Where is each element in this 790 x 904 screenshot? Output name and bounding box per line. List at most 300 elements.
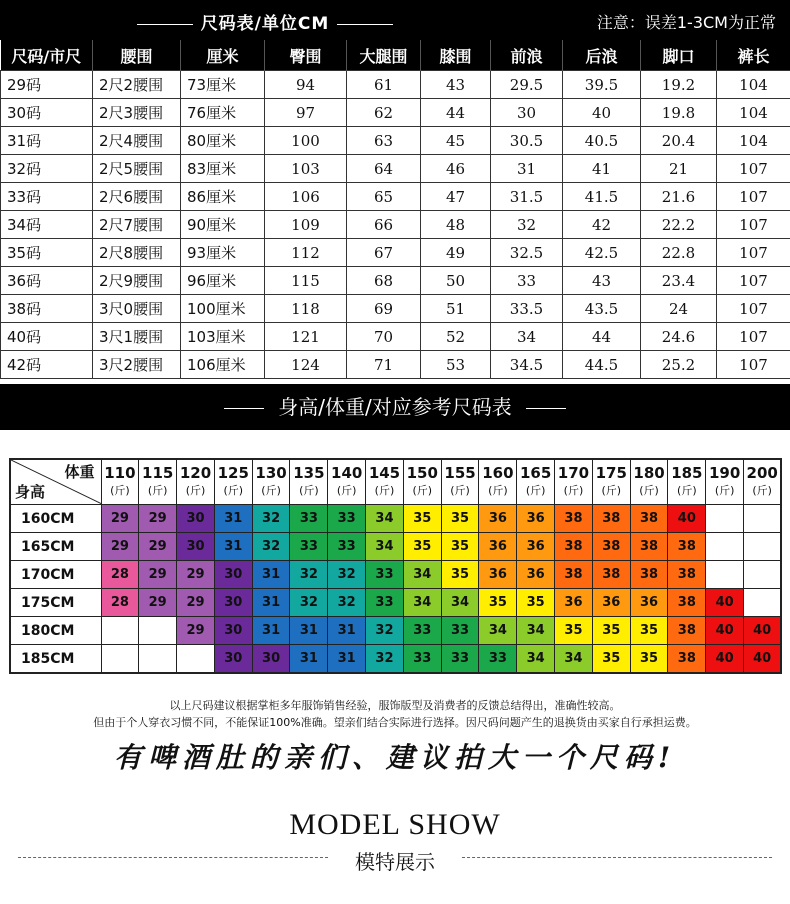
size-cell: 107 <box>717 155 790 183</box>
size-cell: 41.5 <box>563 183 641 211</box>
size-chart-title <box>0 9 530 34</box>
size-cell: 68 <box>347 267 421 295</box>
size-col-header: 后浪 <box>563 40 641 71</box>
weight-value: 185 <box>671 464 703 482</box>
size-cell: 2尺2腰围 <box>93 71 181 99</box>
size-col-header: 脚口 <box>641 40 717 71</box>
weight-unit: (斤) <box>488 484 508 497</box>
size-cell: 33码 <box>1 183 93 211</box>
weight-value: 190 <box>708 464 741 482</box>
size-cell: 53 <box>421 351 491 379</box>
size-row <box>1 71 790 99</box>
size-suggestion-cell: 34 <box>479 617 517 645</box>
size-cell: 47 <box>421 183 491 211</box>
size-cell: 83厘米 <box>181 155 265 183</box>
size-suggestion-cell <box>744 505 782 533</box>
weight-unit: (斤) <box>185 484 206 497</box>
size-col-header: 大腿围 <box>347 40 421 71</box>
weight-header <box>139 459 177 505</box>
weight-value: 155 <box>444 464 476 482</box>
size-table-body <box>1 71 790 379</box>
size-cell: 22.8 <box>641 239 717 267</box>
weight-value: 200 <box>746 464 778 482</box>
weight-value: 130 <box>255 464 287 482</box>
weight-unit: (斤) <box>752 484 772 497</box>
size-cell: 40 <box>563 99 641 127</box>
size-cell: 104 <box>717 71 790 99</box>
size-cell: 34 <box>491 323 563 351</box>
size-cell: 103厘米 <box>181 323 265 351</box>
size-cell: 42 <box>563 211 641 239</box>
size-suggestion-cell: 33 <box>366 561 404 589</box>
reference-table <box>9 458 782 674</box>
size-cell: 31码 <box>1 127 93 155</box>
size-suggestion-cell: 31 <box>214 533 252 561</box>
size-cell: 43 <box>563 267 641 295</box>
size-suggestion-cell: 29 <box>101 505 139 533</box>
weight-header <box>668 459 706 505</box>
size-suggestion-cell: 40 <box>744 617 782 645</box>
size-cell: 45 <box>421 127 491 155</box>
size-suggestion-cell: 38 <box>555 561 593 589</box>
size-cell: 107 <box>717 239 790 267</box>
size-suggestion-cell: 36 <box>479 533 517 561</box>
weight-unit: (斤) <box>525 484 546 497</box>
size-cell: 65 <box>347 183 421 211</box>
size-suggestion-cell: 29 <box>177 589 215 617</box>
size-suggestion-cell: 35 <box>441 533 479 561</box>
size-cell: 106 <box>265 183 347 211</box>
weight-value: 125 <box>217 464 249 482</box>
size-cell: 43.5 <box>563 295 641 323</box>
size-row <box>1 295 790 323</box>
size-row <box>1 155 790 183</box>
height-row <box>10 533 781 561</box>
weight-value: 175 <box>595 464 627 482</box>
size-suggestion-cell: 34 <box>403 589 441 617</box>
height-label: 180CM <box>10 617 101 645</box>
weight-header <box>328 459 366 505</box>
size-suggestion-cell: 31 <box>252 617 290 645</box>
height-row <box>10 589 781 617</box>
size-suggestion-cell: 33 <box>479 645 517 674</box>
weight-unit: (斤) <box>261 484 281 497</box>
note-line-1: 以上尺码建议根据掌柜多年服饰销售经验，服饰版型及消费者的反馈总结得出，准确性较高。 <box>169 699 621 712</box>
size-cell: 107 <box>717 183 790 211</box>
size-cell: 2尺5腰围 <box>93 155 181 183</box>
weight-value: 135 <box>293 464 325 482</box>
size-suggestion-cell: 29 <box>139 589 177 617</box>
size-cell: 36码 <box>1 267 93 295</box>
weight-header <box>252 459 290 505</box>
corner-weight-label: 体重 <box>64 463 95 481</box>
weight-header <box>214 459 252 505</box>
size-suggestion-cell: 35 <box>403 533 441 561</box>
weight-header <box>177 459 215 505</box>
size-cell: 21 <box>641 155 717 183</box>
size-suggestion-cell: 32 <box>252 533 290 561</box>
size-cell: 31.5 <box>491 183 563 211</box>
size-col-header: 厘米 <box>181 40 265 71</box>
size-chart-title-text: 尺码表/单位CM <box>200 14 330 34</box>
weight-header <box>101 459 139 505</box>
size-suggestion-cell: 33 <box>290 533 328 561</box>
weight-header <box>479 459 517 505</box>
size-suggestion-cell <box>177 645 215 674</box>
size-suggestion-cell: 35 <box>630 617 668 645</box>
size-cell: 24.6 <box>641 323 717 351</box>
size-cell: 20.4 <box>641 127 717 155</box>
weight-header <box>592 459 630 505</box>
size-suggestion-cell: 33 <box>403 617 441 645</box>
size-suggestion-cell: 34 <box>517 617 555 645</box>
size-suggestion-cell: 35 <box>441 505 479 533</box>
size-col-header: 裤长 <box>717 40 790 71</box>
size-cell: 76厘米 <box>181 99 265 127</box>
size-cell: 100厘米 <box>181 295 265 323</box>
size-cell: 38码 <box>1 295 93 323</box>
size-suggestion-cell: 40 <box>706 617 744 645</box>
size-suggestion-cell: 40 <box>744 645 782 674</box>
size-suggestion-cell <box>744 589 782 617</box>
size-cell: 46 <box>421 155 491 183</box>
title-dash-left <box>137 24 193 25</box>
size-suggestion-cell: 38 <box>668 561 706 589</box>
size-cell: 2尺8腰围 <box>93 239 181 267</box>
size-suggestion-cell: 38 <box>592 505 630 533</box>
size-table <box>0 40 790 379</box>
size-cell: 109 <box>265 211 347 239</box>
size-suggestion-cell: 36 <box>555 589 593 617</box>
size-suggestion-cell <box>706 533 744 561</box>
size-cell: 107 <box>717 267 790 295</box>
height-label: 160CM <box>10 505 101 533</box>
size-suggestion-cell: 29 <box>139 561 177 589</box>
weight-unit: (斤) <box>299 484 319 497</box>
size-cell: 48 <box>421 211 491 239</box>
size-cell: 33 <box>491 267 563 295</box>
size-cell: 104 <box>717 99 790 127</box>
height-label: 185CM <box>10 645 101 674</box>
size-cell: 39.5 <box>563 71 641 99</box>
weight-value: 160 <box>482 464 514 482</box>
size-cell: 42码 <box>1 351 93 379</box>
weight-header <box>706 459 744 505</box>
size-cell: 66 <box>347 211 421 239</box>
size-suggestion-cell <box>744 561 782 589</box>
size-cell: 35码 <box>1 239 93 267</box>
weight-header <box>366 459 404 505</box>
size-cell: 32.5 <box>491 239 563 267</box>
weight-value: 140 <box>331 464 363 482</box>
height-label: 165CM <box>10 533 101 561</box>
size-suggestion-cell: 30 <box>214 589 252 617</box>
size-cell: 34.5 <box>491 351 563 379</box>
size-suggestion-cell: 33 <box>441 645 479 674</box>
band-dash-right <box>526 408 566 409</box>
size-suggestion-cell: 36 <box>479 561 517 589</box>
size-suggestion-cell: 35 <box>517 589 555 617</box>
size-suggestion-cell: 32 <box>290 589 328 617</box>
weight-value: 150 <box>406 464 438 482</box>
size-suggestion-cell: 34 <box>366 533 404 561</box>
size-cell: 63 <box>347 127 421 155</box>
size-suggestion-cell: 31 <box>290 617 328 645</box>
size-suggestion-cell: 36 <box>630 589 668 617</box>
height-label: 175CM <box>10 589 101 617</box>
size-suggestion-cell: 31 <box>214 505 252 533</box>
size-suggestion-cell: 33 <box>366 589 404 617</box>
size-row <box>1 351 790 379</box>
size-cell: 64 <box>347 155 421 183</box>
size-cell: 3尺0腰围 <box>93 295 181 323</box>
size-cell: 73厘米 <box>181 71 265 99</box>
size-cell: 107 <box>717 323 790 351</box>
size-suggestion-cell: 38 <box>555 505 593 533</box>
size-cell: 96厘米 <box>181 267 265 295</box>
size-cell: 29码 <box>1 71 93 99</box>
size-cell: 124 <box>265 351 347 379</box>
size-cell: 94 <box>265 71 347 99</box>
size-suggestion-cell: 38 <box>555 533 593 561</box>
size-suggestion-cell: 36 <box>517 533 555 561</box>
size-cell: 40.5 <box>563 127 641 155</box>
weight-header <box>517 459 555 505</box>
size-cell: 2尺6腰围 <box>93 183 181 211</box>
size-suggestion-cell: 33 <box>328 533 366 561</box>
size-col-header: 前浪 <box>491 40 563 71</box>
size-suggestion-cell: 29 <box>139 533 177 561</box>
size-cell: 44 <box>421 99 491 127</box>
size-suggestion-cell: 40 <box>706 645 744 674</box>
size-suggestion-cell: 31 <box>290 645 328 674</box>
reference-table-body <box>10 505 781 674</box>
size-cell: 107 <box>717 211 790 239</box>
size-row <box>1 323 790 351</box>
size-suggestion-cell: 38 <box>592 561 630 589</box>
weight-unit: (斤) <box>450 484 470 497</box>
size-cell: 52 <box>421 323 491 351</box>
size-cell: 42.5 <box>563 239 641 267</box>
size-cell: 3尺1腰围 <box>93 323 181 351</box>
size-suggestion-cell: 30 <box>177 505 215 533</box>
corner-height-label: 身高 <box>15 483 46 501</box>
size-cell: 67 <box>347 239 421 267</box>
weight-unit: (斤) <box>223 484 244 497</box>
size-cell: 25.2 <box>641 351 717 379</box>
size-cell: 44.5 <box>563 351 641 379</box>
size-cell: 32码 <box>1 155 93 183</box>
size-suggestion-cell: 34 <box>555 645 593 674</box>
size-suggestion-cell: 32 <box>290 561 328 589</box>
size-suggestion-cell: 32 <box>328 589 366 617</box>
size-cell: 49 <box>421 239 491 267</box>
size-suggestion-cell: 35 <box>592 645 630 674</box>
weight-value: 165 <box>520 464 552 482</box>
note-line-2: 但由于个人穿衣习惯不同，不能保证100%准确。望亲们结合实际进行选择。因尺码问题产生的退换货由买家自行承担运费。 <box>93 716 697 729</box>
size-suggestion-cell: 30 <box>252 645 290 674</box>
size-cell: 103 <box>265 155 347 183</box>
size-cell: 19.2 <box>641 71 717 99</box>
size-cell: 24 <box>641 295 717 323</box>
size-table-header <box>1 40 790 71</box>
size-suggestion-cell: 30 <box>177 533 215 561</box>
weight-unit: (斤) <box>147 484 168 497</box>
size-row <box>1 267 790 295</box>
size-cell: 32 <box>491 211 563 239</box>
weight-unit: (斤) <box>412 484 433 497</box>
size-cell: 40码 <box>1 323 93 351</box>
size-cell: 2尺4腰围 <box>93 127 181 155</box>
weight-value: 145 <box>368 464 401 482</box>
size-suggestion-cell: 28 <box>101 589 139 617</box>
size-suggestion-cell: 40 <box>706 589 744 617</box>
size-suggestion-cell <box>706 561 744 589</box>
header-bar <box>0 0 790 40</box>
size-col-header: 腰围 <box>93 40 181 71</box>
size-suggestion-cell: 33 <box>290 505 328 533</box>
size-col-header: 膝围 <box>421 40 491 71</box>
weight-header <box>555 459 593 505</box>
size-suggestion-cell: 38 <box>592 533 630 561</box>
size-suggestion-cell: 30 <box>214 617 252 645</box>
size-row <box>1 127 790 155</box>
reference-title: 身高/体重/对应参考尺码表 <box>278 395 512 419</box>
size-suggestion-cell: 36 <box>517 561 555 589</box>
size-cell: 31 <box>491 155 563 183</box>
size-suggestion-cell: 38 <box>630 505 668 533</box>
size-cell: 70 <box>347 323 421 351</box>
size-cell: 44 <box>563 323 641 351</box>
weight-unit: (斤) <box>110 484 130 497</box>
size-suggestion-cell: 35 <box>592 617 630 645</box>
size-suggestion-cell: 36 <box>517 505 555 533</box>
size-cell: 30 <box>491 99 563 127</box>
weight-header <box>744 459 782 505</box>
size-cell: 104 <box>717 127 790 155</box>
size-cell: 2尺7腰围 <box>93 211 181 239</box>
weight-header <box>630 459 668 505</box>
size-suggestion-cell: 38 <box>630 561 668 589</box>
weight-header <box>290 459 328 505</box>
size-suggestion-cell: 29 <box>177 617 215 645</box>
size-suggestion-cell: 28 <box>101 561 139 589</box>
size-cell: 69 <box>347 295 421 323</box>
weight-value: 170 <box>557 464 590 482</box>
size-suggestion-cell: 38 <box>668 533 706 561</box>
weight-unit: (斤) <box>336 484 357 497</box>
weight-value: 180 <box>633 464 665 482</box>
size-suggestion-cell: 34 <box>441 589 479 617</box>
weight-header <box>441 459 479 505</box>
size-suggestion-cell: 31 <box>252 561 290 589</box>
title-dash-right <box>337 24 393 25</box>
size-suggestion-cell: 29 <box>177 561 215 589</box>
size-cell: 61 <box>347 71 421 99</box>
weight-unit: (斤) <box>677 484 697 497</box>
size-cell: 21.6 <box>641 183 717 211</box>
size-col-header: 臀围 <box>265 40 347 71</box>
size-row <box>1 99 790 127</box>
size-suggestion-cell: 31 <box>328 645 366 674</box>
size-cell: 93厘米 <box>181 239 265 267</box>
size-col-header: 尺码/市尺 <box>1 40 93 71</box>
size-suggestion-cell <box>101 645 139 674</box>
size-cell: 22.2 <box>641 211 717 239</box>
size-suggestion-cell: 33 <box>328 505 366 533</box>
size-cell: 34码 <box>1 211 93 239</box>
size-suggestion-cell: 32 <box>366 617 404 645</box>
band-dash-left <box>224 408 264 409</box>
size-row <box>1 183 790 211</box>
size-suggestion-cell: 35 <box>555 617 593 645</box>
size-suggestion-cell: 34 <box>366 505 404 533</box>
size-cell: 115 <box>265 267 347 295</box>
size-suggestion-cell: 31 <box>252 589 290 617</box>
size-suggestion-cell: 40 <box>668 505 706 533</box>
size-cell: 71 <box>347 351 421 379</box>
size-cell: 107 <box>717 295 790 323</box>
weight-unit: (斤) <box>639 484 659 497</box>
size-cell: 106厘米 <box>181 351 265 379</box>
size-cell: 51 <box>421 295 491 323</box>
beer-belly-slogan: 有啤酒肚的亲们、建议拍大一个尺码! <box>113 741 677 774</box>
weight-unit: (斤) <box>601 484 622 497</box>
size-suggestion-cell <box>101 617 139 645</box>
corner-header <box>10 459 101 505</box>
weight-header <box>403 459 441 505</box>
size-cell: 2尺9腰围 <box>93 267 181 295</box>
height-row <box>10 505 781 533</box>
size-cell: 3尺2腰围 <box>93 351 181 379</box>
size-suggestion-cell: 34 <box>517 645 555 674</box>
size-cell: 33.5 <box>491 295 563 323</box>
size-suggestion-cell <box>706 505 744 533</box>
size-cell: 118 <box>265 295 347 323</box>
size-suggestion-cell: 29 <box>139 505 177 533</box>
weight-unit: (斤) <box>714 484 735 497</box>
height-row <box>10 617 781 645</box>
weight-value: 120 <box>179 464 212 482</box>
size-cell: 29.5 <box>491 71 563 99</box>
size-suggestion-cell: 31 <box>328 617 366 645</box>
size-cell: 112 <box>265 239 347 267</box>
height-row <box>10 645 781 674</box>
size-cell: 30码 <box>1 99 93 127</box>
size-suggestion-cell <box>139 645 177 674</box>
size-cell: 23.4 <box>641 267 717 295</box>
weight-unit: (斤) <box>563 484 584 497</box>
size-suggestion-cell: 38 <box>630 533 668 561</box>
weight-value: 110 <box>104 464 136 482</box>
size-suggestion-cell: 34 <box>403 561 441 589</box>
weight-unit: (斤) <box>374 484 395 497</box>
size-cell: 30.5 <box>491 127 563 155</box>
size-cell: 43 <box>421 71 491 99</box>
size-suggestion-cell: 32 <box>328 561 366 589</box>
size-cell: 90厘米 <box>181 211 265 239</box>
size-suggestion-cell: 32 <box>366 645 404 674</box>
size-suggestion-cell: 36 <box>479 505 517 533</box>
size-cell: 50 <box>421 267 491 295</box>
size-suggestion-cell: 35 <box>630 645 668 674</box>
size-suggestion-cell: 36 <box>592 589 630 617</box>
size-cell: 62 <box>347 99 421 127</box>
model-show-subtitle: 模特展示 <box>355 850 435 874</box>
size-cell: 100 <box>265 127 347 155</box>
reference-table-header <box>10 459 781 505</box>
height-label: 170CM <box>10 561 101 589</box>
